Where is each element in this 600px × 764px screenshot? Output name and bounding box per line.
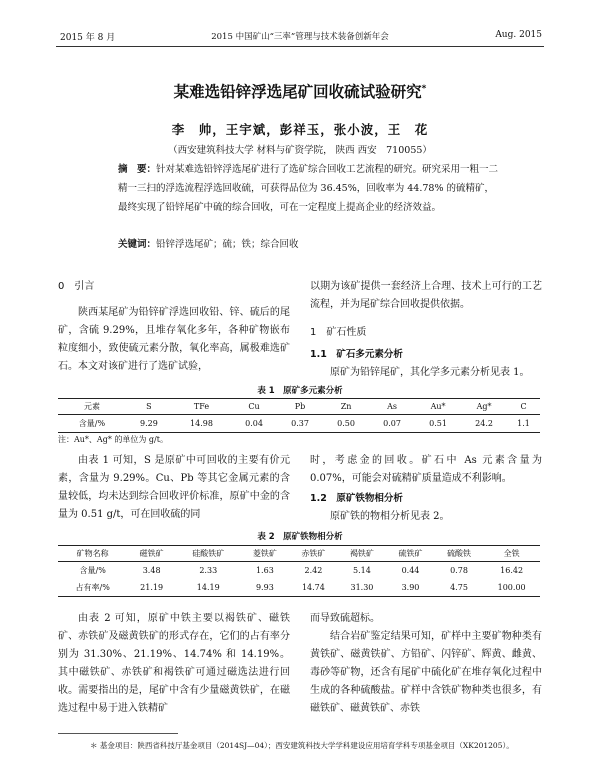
table1-cell: 0.50: [337, 419, 355, 428]
paper-title: [0, 80, 600, 102]
table1-cell: 14.98: [190, 419, 213, 428]
table1-header-cell: Ag*: [461, 399, 507, 415]
table1-cell: 9.29: [140, 419, 158, 428]
table1-header-cell: S: [126, 399, 172, 415]
keywords-label: 关键词：: [118, 239, 157, 250]
table1-header-cell: As: [369, 399, 415, 415]
intro-left-column: [58, 278, 290, 376]
discussion-table1-cont: 时，考虑金的回收。矿石中 As 元素含量为 0.07%，可能会对硫精矿质量造成不利影响。: [310, 455, 542, 484]
table2-cell: 9.93: [255, 583, 274, 592]
abstract: [118, 160, 500, 217]
table2-header-row: [58, 546, 540, 562]
table-2: [58, 545, 540, 597]
table1-cell: 含量/%: [78, 419, 106, 428]
keywords-text: 铅锌浮选尾矿；硫；铁；综合回收: [156, 239, 299, 250]
mineralogy-paragraph: 结合岩矿鉴定结果可知，矿样中主要矿物种类有黄铁矿、磁黄铁矿、方铅矿、闪锌矿、辉黄、雌黄、毒砂等矿物，还含有尾矿中硫化矿在堆存氧化过程中生成的各种硫酸盐。矿样中含铁矿物种类也很多，有磁铁矿、磁黄铁矿、赤铁: [310, 631, 542, 714]
table-1: [58, 398, 540, 433]
table2-header-cell: 矿物名称: [58, 546, 127, 562]
discussion-table1-left: 由表 1 可知，S 是原矿中可回收的主要有价元素，含量为 9.29%。Cu、Pb 等其它金属元素的含量较低，均未达到综合回收评价标准，原矿中金的含量为 0.51 g/t，可在回收硫的同: [58, 455, 290, 520]
table2-cell: 占有率/%: [75, 583, 110, 592]
table1-cell: 0.51: [429, 419, 447, 428]
table2-header-cell: 赤铁矿: [289, 546, 338, 562]
table1-header-cell: Zn: [323, 399, 369, 415]
table2-header-cell: 硅酸铁矿: [176, 546, 241, 562]
table2-cell: 0.78: [450, 566, 468, 575]
table2-cell: 5.14: [353, 566, 371, 575]
table2-cell: 含量/%: [79, 566, 106, 575]
table2-cell: 21.19: [140, 583, 164, 592]
paper-title-text: 某难选铅锌浮选尾矿回收硫试验研究: [173, 83, 422, 101]
table2-cell: 2.42: [304, 566, 323, 575]
table2-cell: 3.48: [142, 566, 161, 575]
table-row: [58, 415, 540, 433]
abstract-label: 摘 要：: [118, 164, 157, 175]
table2-cell: 2.33: [199, 566, 218, 575]
affiliation: （西安建筑科技大学 材料与矿资学院， 陕西 西安 710055）: [168, 145, 432, 156]
intro-paragraph: 陕西某尾矿为铅锌矿浮选回收铅、锌、硫后的尾矿，含硫 9.29%，且堆存氧化多年，各种矿物嵌布粒度细小，致使硫元素分散，氧化率高，属极难选矿石。本文对该矿进行了选矿试验，: [58, 307, 290, 372]
table1-header-row: [58, 399, 540, 415]
table1-cell: 0.04: [245, 419, 263, 428]
table2-header-cell: 磁铁矿: [127, 546, 176, 562]
table1-header-cell: C: [507, 399, 540, 415]
section-intro-heading: 0 引言: [58, 281, 95, 292]
title-footnote-mark: *: [421, 83, 427, 94]
table1-cell: 0.37: [291, 419, 309, 428]
section-1-2-heading: 1.2 原矿铁物相分析: [310, 493, 403, 504]
table2-cell: 4.75: [450, 583, 468, 592]
table2-header-cell: 全铁: [483, 546, 540, 562]
table2-cell: 0.44: [401, 566, 420, 575]
footnote-rule: [58, 733, 178, 734]
table2-cell: 14.19: [196, 583, 220, 592]
abstract-text: 针对某难选铅锌浮选尾矿进行了选矿综合回收工艺流程的研究。研究采用一粗一二精一三扫的浮选流程浮选回收硫，可获得品位为 36.45%，回收率为 44.78% 的硫精矿，最终实现了铅锌尾矿中硫的综合回收，可在一定程度上提高企业的经济效益。: [118, 164, 499, 213]
section-1-2-text: 原矿铁的物相分析见表 2。: [330, 511, 450, 522]
keywords: [118, 236, 500, 250]
table1-cell: 0.07: [383, 419, 401, 428]
section-1-1-text: 原矿为铅锌尾矿，其化学多元素分析见表 1。: [330, 367, 530, 378]
table2-cell: 14.74: [301, 583, 325, 592]
header-rule: [56, 46, 544, 47]
table1-caption: 表 1 原矿多元素分析: [257, 386, 343, 396]
table1-header-cell: 元素: [58, 399, 126, 415]
section-1-1-heading: 1.1 矿石多元素分析: [310, 349, 403, 360]
funding-footnote: ＊ 基金项目：陕西省科技厅基金项目（2014SJ—04）；西安建筑科技大学学科建设应用培育学科专项基金项目（XK201205）。: [90, 741, 514, 750]
table2-cell: 16.42: [500, 566, 524, 575]
table-row: [58, 579, 540, 597]
discussion-table2-left: 由表 2 可知，原矿中铁主要以褐铁矿、磁铁矿、赤铁矿及磁黄铁矿的形式存在，它们的占有率分别为 31.30%、21.19%、14.74% 和 14.19%。其中磁铁矿、赤铁矿和褐铁矿可通过磁选法进行回收。需要指出的是，尾矿中含有少量磁黄铁矿，在磁选过程中易于进入铁精矿: [58, 613, 290, 714]
discussion-table2-cont: 而导致硫超标。: [310, 613, 380, 624]
table-row: [58, 562, 540, 580]
table2-header-cell: 褐铁矿: [338, 546, 387, 562]
running-header-date-en: Aug. 2015: [495, 30, 542, 40]
intro-right-column: [310, 278, 542, 382]
table1-header-cell: Cu: [231, 399, 277, 415]
table1-cell: 1.1: [517, 419, 530, 428]
table2-caption: 表 2 原矿铁物相分析: [257, 532, 343, 542]
table2-header-cell: 菱铁矿: [241, 546, 290, 562]
discussion-table1-right: [310, 452, 542, 526]
table2-cell: 31.30: [350, 583, 374, 592]
table1-header-cell: Pb: [277, 399, 323, 415]
table2-header-cell: 硫酸铁: [435, 546, 484, 562]
running-header-conference: 2015 中国矿山“三率”管理与技术装备创新年会: [211, 32, 389, 42]
table2-cell: 3.90: [401, 583, 420, 592]
table1-cell: 24.2: [475, 419, 493, 428]
table1-note: 注：Au*、Ag* 的单位为 g/t。: [58, 435, 168, 444]
table2-cell: 100.00: [497, 583, 526, 592]
table1-header-cell: Au*: [415, 399, 461, 415]
table2-cell: 1.63: [255, 566, 274, 575]
running-header-date: 2015 年 8 月: [60, 33, 116, 43]
section-1-heading: 1 矿石性质: [310, 327, 367, 338]
intro-paragraph-cont: 以期为该矿提供一套经济上合理、技术上可行的工艺流程，并为尾矿综合回收提供依据。: [310, 281, 542, 310]
table1-header-cell: TFe: [172, 399, 231, 415]
discussion-table2-right: [310, 610, 542, 718]
table2-header-cell: 硫铁矿: [386, 546, 435, 562]
author-list: 李 帅，王宇斌，彭祥玉，张小波，王 花: [171, 122, 429, 137]
